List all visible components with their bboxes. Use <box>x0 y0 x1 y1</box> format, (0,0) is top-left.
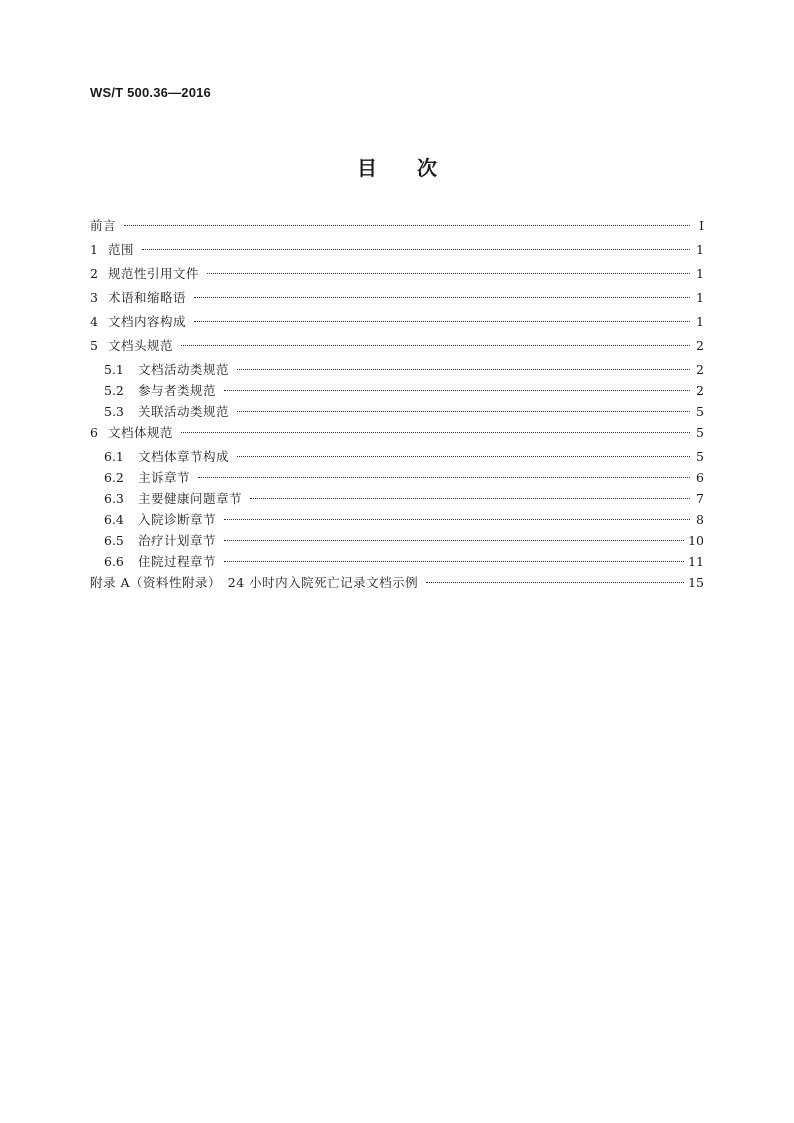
toc-entry-label: 规范性引用文件 <box>107 266 199 281</box>
toc-entry-label: 主要健康问题章节 <box>138 491 243 506</box>
toc-entry[interactable] <box>90 531 704 552</box>
toc-entry-number: 6.5 <box>104 533 124 548</box>
toc-entry[interactable] <box>90 288 704 312</box>
toc-entry-page-number: 1 <box>696 266 704 281</box>
toc-entry-number: 6.3 <box>104 491 124 506</box>
toc-entry-number: 4 <box>90 314 98 329</box>
dot-leader <box>224 519 690 520</box>
toc-entry[interactable] <box>90 240 704 264</box>
toc-entry-label: 文档体规范 <box>107 425 173 440</box>
toc-entry[interactable] <box>90 336 704 360</box>
toc-entry-label: 治疗计划章节 <box>138 533 217 548</box>
dot-leader <box>198 477 690 478</box>
toc-entry-number: 3 <box>90 290 98 305</box>
toc-entry-label: 前言 <box>90 218 117 233</box>
toc-entry-number: 5.1 <box>104 362 124 377</box>
toc-entry[interactable] <box>90 489 704 510</box>
toc-entry-page-number: 5 <box>696 404 704 419</box>
toc-entry-number: 6.4 <box>104 512 124 527</box>
toc-entry[interactable] <box>90 573 704 597</box>
toc-entry-label: 文档头规范 <box>107 338 173 353</box>
dot-leader <box>224 390 690 391</box>
toc-entry-page-number: 7 <box>696 491 704 506</box>
toc-entry[interactable] <box>90 216 704 240</box>
toc-entry-page-number: 10 <box>688 533 704 548</box>
toc-entry-label: 文档内容构成 <box>107 314 186 329</box>
toc-entry-label: 附录 A（资料性附录） 24 小时内入院死亡记录文档示例 <box>90 575 419 590</box>
page-title: 目次 <box>357 156 477 180</box>
toc-entry-page-number: 5 <box>696 425 704 440</box>
toc-entry-number: 5 <box>90 338 98 353</box>
toc-entry-label: 住院过程章节 <box>138 554 217 569</box>
dot-leader <box>224 540 684 541</box>
toc-entry-page-number: 8 <box>696 512 704 527</box>
toc-entry-page-number: 2 <box>696 338 704 353</box>
dot-leader <box>142 249 690 250</box>
dot-leader <box>181 432 690 433</box>
toc-entry-page-number: 5 <box>696 449 704 464</box>
toc-entry-number: 1 <box>90 242 98 257</box>
toc-entry-page-number: 1 <box>696 290 704 305</box>
toc-entry[interactable] <box>90 510 704 531</box>
toc-entry-page-number: 15 <box>688 575 704 590</box>
dot-leader <box>237 369 690 370</box>
toc-entry-number: 6 <box>90 425 98 440</box>
toc-entry-page-number: 1 <box>696 242 704 257</box>
toc-entry-label: 文档体章节构成 <box>138 449 230 464</box>
toc-entry[interactable] <box>90 552 704 573</box>
toc-entry-page-number: 6 <box>696 470 704 485</box>
toc-entry[interactable] <box>90 264 704 288</box>
dot-leader <box>181 345 690 346</box>
toc-entry-label: 文档活动类规范 <box>138 362 230 377</box>
toc-entry-label: 主诉章节 <box>138 470 191 485</box>
toc-entry[interactable] <box>90 402 704 423</box>
toc-entry-page-number: 2 <box>696 383 704 398</box>
toc-entry-number: 5.3 <box>104 404 124 419</box>
toc-entry-number: 2 <box>90 266 98 281</box>
toc-entry[interactable] <box>90 360 704 381</box>
toc-entry[interactable] <box>90 312 704 336</box>
toc-entry[interactable] <box>90 468 704 489</box>
dot-leader <box>124 225 690 226</box>
toc-entry-label: 入院诊断章节 <box>138 512 217 527</box>
dot-leader <box>237 411 690 412</box>
dot-leader <box>426 582 684 583</box>
toc-entry[interactable] <box>90 381 704 402</box>
toc-entry-page-number: 1 <box>696 314 704 329</box>
dot-leader <box>194 297 690 298</box>
toc-entry-page-number: 11 <box>688 554 704 569</box>
toc-entry-number: 6.1 <box>104 449 124 464</box>
dot-leader <box>224 561 684 562</box>
dot-leader <box>250 498 690 499</box>
toc-entry-page-number: Ⅰ <box>699 218 704 233</box>
toc-entry-number: 5.2 <box>104 383 124 398</box>
toc-entry[interactable] <box>90 447 704 468</box>
toc-entry[interactable] <box>90 423 704 447</box>
toc-entry-label: 范围 <box>107 242 134 257</box>
toc-entry-label: 术语和缩略语 <box>107 290 186 305</box>
dot-leader <box>207 273 690 274</box>
dot-leader <box>194 321 690 322</box>
table-of-contents <box>90 216 704 597</box>
toc-entry-number: 6.6 <box>104 554 124 569</box>
toc-entry-number: 6.2 <box>104 470 124 485</box>
dot-leader <box>237 456 690 457</box>
document-code: WS/T 500.36—2016 <box>90 85 211 100</box>
toc-entry-label: 参与者类规范 <box>138 383 217 398</box>
toc-entry-label: 关联活动类规范 <box>138 404 230 419</box>
toc-entry-page-number: 2 <box>696 362 704 377</box>
